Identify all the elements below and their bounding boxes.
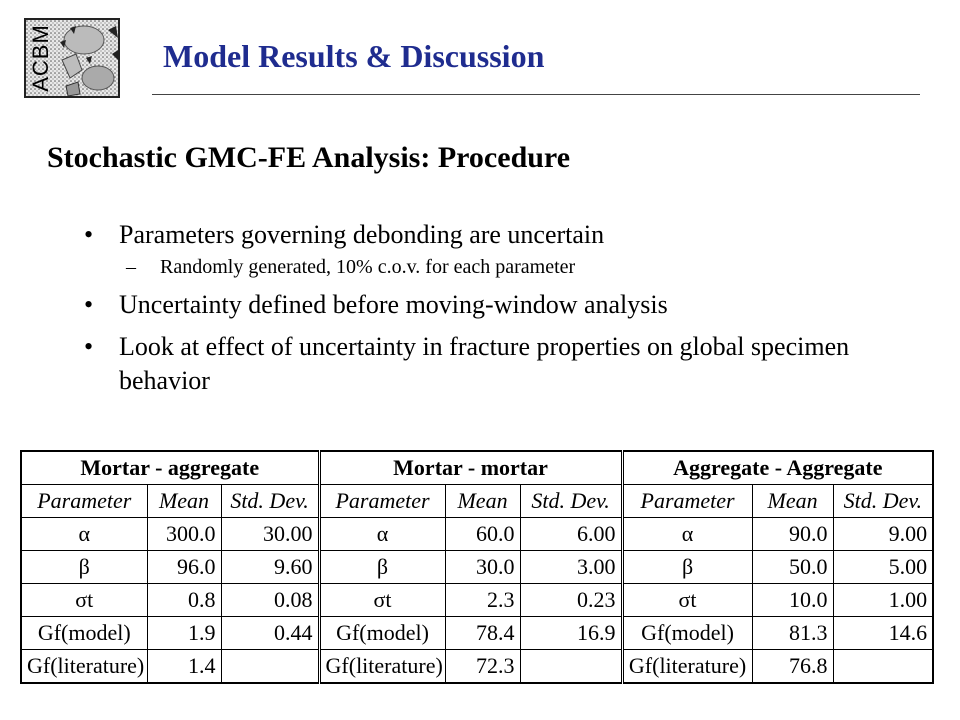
column-header-std-dev: Std. Dev. xyxy=(520,485,622,518)
param-cell: Gf(literature) xyxy=(622,650,752,684)
mean-cell: 1.9 xyxy=(147,617,221,650)
std-dev-cell: 16.9 xyxy=(520,617,622,650)
mean-cell: 10.0 xyxy=(752,584,833,617)
param-cell: β xyxy=(319,551,445,584)
mean-cell: 76.8 xyxy=(752,650,833,684)
bullet-item: • Look at effect of uncertainty in fracture properties on global specimen behavior xyxy=(84,330,904,398)
std-dev-cell: 30.00 xyxy=(221,518,319,551)
std-dev-cell: 0.23 xyxy=(520,584,622,617)
table-group-header-row xyxy=(21,451,933,485)
group-header-mortar-aggregate: Mortar - aggregate xyxy=(21,451,319,485)
column-header-mean: Mean xyxy=(752,485,833,518)
column-header-mean: Mean xyxy=(147,485,221,518)
group-header-aggregate-aggregate: Aggregate - Aggregate xyxy=(622,451,933,485)
column-header-parameter: Parameter xyxy=(319,485,445,518)
std-dev-cell: 1.00 xyxy=(833,584,933,617)
mean-cell: 60.0 xyxy=(445,518,520,551)
table-column-header-row xyxy=(21,485,933,518)
std-dev-cell: 0.44 xyxy=(221,617,319,650)
std-dev-cell: 9.00 xyxy=(833,518,933,551)
bullet-item: • Uncertainty defined before moving-window analysis xyxy=(84,288,904,322)
slide-subtitle: Stochastic GMC-FE Analysis: Procedure xyxy=(47,141,571,174)
param-cell: β xyxy=(622,551,752,584)
std-dev-cell: 9.60 xyxy=(221,551,319,584)
param-cell: σt xyxy=(622,584,752,617)
mean-cell: 72.3 xyxy=(445,650,520,684)
param-cell: Gf(model) xyxy=(622,617,752,650)
table-row xyxy=(21,584,933,617)
param-cell: Gf(literature) xyxy=(319,650,445,684)
param-cell: β xyxy=(21,551,147,584)
mean-cell: 78.4 xyxy=(445,617,520,650)
std-dev-cell: 3.00 xyxy=(520,551,622,584)
group-header-mortar-mortar: Mortar - mortar xyxy=(319,451,622,485)
mean-cell: 90.0 xyxy=(752,518,833,551)
bullet-item: • Parameters governing debonding are uncertain xyxy=(84,218,904,252)
logo-text: ACBM xyxy=(28,24,53,92)
std-dev-cell: 6.00 xyxy=(520,518,622,551)
table-row xyxy=(21,650,933,684)
column-header-parameter: Parameter xyxy=(622,485,752,518)
header-rule xyxy=(152,94,920,95)
std-dev-cell: 14.6 xyxy=(833,617,933,650)
param-cell: α xyxy=(21,518,147,551)
param-cell: Gf(model) xyxy=(21,617,147,650)
mean-cell: 96.0 xyxy=(147,551,221,584)
mean-cell: 300.0 xyxy=(147,518,221,551)
param-cell: σt xyxy=(319,584,445,617)
column-header-std-dev: Std. Dev. xyxy=(221,485,319,518)
table-row xyxy=(21,617,933,650)
mean-cell: 1.4 xyxy=(147,650,221,684)
fracture-parameters-table xyxy=(20,450,934,684)
mean-cell: 50.0 xyxy=(752,551,833,584)
std-dev-cell xyxy=(520,650,622,684)
acbm-logo xyxy=(24,18,120,98)
mean-cell: 0.8 xyxy=(147,584,221,617)
param-cell: Gf(literature) xyxy=(21,650,147,684)
std-dev-cell: 5.00 xyxy=(833,551,933,584)
param-cell: α xyxy=(319,518,445,551)
param-cell: α xyxy=(622,518,752,551)
param-cell: σt xyxy=(21,584,147,617)
column-header-mean: Mean xyxy=(445,485,520,518)
std-dev-cell: 0.08 xyxy=(221,584,319,617)
mean-cell: 2.3 xyxy=(445,584,520,617)
table-row xyxy=(21,551,933,584)
std-dev-cell xyxy=(833,650,933,684)
table-row xyxy=(21,518,933,551)
column-header-std-dev: Std. Dev. xyxy=(833,485,933,518)
std-dev-cell xyxy=(221,650,319,684)
bullet-list xyxy=(84,218,904,398)
sub-bullet-item: – Randomly generated, 10% c.o.v. for each parameter xyxy=(84,254,904,280)
column-header-parameter: Parameter xyxy=(21,485,147,518)
mean-cell: 81.3 xyxy=(752,617,833,650)
mean-cell: 30.0 xyxy=(445,551,520,584)
param-cell: Gf(model) xyxy=(319,617,445,650)
slide-header-title: Model Results & Discussion xyxy=(163,38,545,74)
